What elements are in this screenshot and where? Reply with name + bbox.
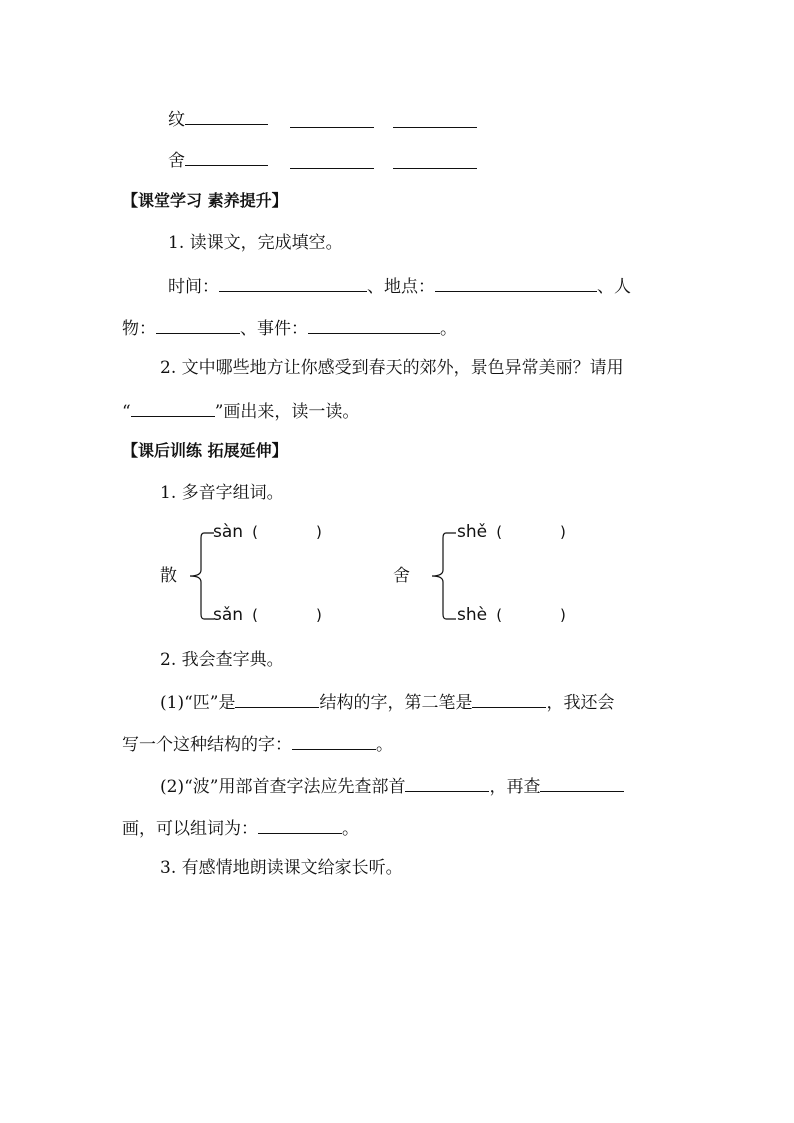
- blank-top-2b[interactable]: [290, 152, 374, 169]
- after-q2: 2. 我会查字典。: [160, 650, 284, 670]
- blank-top-2c[interactable]: [393, 152, 477, 169]
- after-q3: 3. 有感情地朗读课文给家长听。: [160, 858, 403, 878]
- classroom-q1-line1: [168, 275, 631, 297]
- after-q2a-line1: [160, 691, 614, 713]
- blank-radical[interactable]: [405, 775, 489, 792]
- poly2-paren2-open: (: [496, 606, 503, 624]
- q2a-text1: (1)“匹”是: [160, 693, 236, 713]
- blank-structure[interactable]: [235, 691, 319, 708]
- blank-second-stroke[interactable]: [472, 691, 546, 708]
- q2-close-text: ”画出来，读一读。: [214, 402, 360, 422]
- blank-event[interactable]: [308, 317, 440, 334]
- blank-top-1b[interactable]: [290, 111, 374, 128]
- after-q1: 1. 多音字组词。: [160, 483, 284, 503]
- after-q2b-line1: [160, 775, 624, 797]
- q2b-text3: 画，可以组词为：: [122, 819, 258, 839]
- poly1-reading1-row: [213, 522, 322, 542]
- after-q2b-line2: [122, 817, 359, 839]
- blank-underline-sample[interactable]: [131, 400, 215, 417]
- label-people-head: 物：: [122, 319, 156, 339]
- q2a-end: 。: [376, 735, 393, 755]
- q2b-text2: ，再查: [489, 777, 541, 797]
- poly2-reading1-row: [457, 522, 566, 542]
- q2a-text3: ，我还会: [546, 693, 615, 713]
- q2a-text2: 结构的字，第二笔是: [319, 693, 473, 713]
- blank-people[interactable]: [156, 317, 240, 334]
- poly2-paren1-open: (: [496, 523, 503, 541]
- blank-top-1a[interactable]: [185, 108, 268, 125]
- section-title-classroom: 【课堂学习 素养提升】: [122, 191, 288, 210]
- poly1-reading1: sàn: [213, 522, 244, 542]
- q2-open-quote: “: [122, 402, 131, 422]
- classroom-q1-line2: [122, 317, 457, 339]
- poly2-paren1-close: ): [560, 523, 566, 541]
- q2b-end: 。: [342, 819, 359, 839]
- q2b-text1: (2)“波”用部首查字法应先查部首: [160, 777, 406, 797]
- poly2-reading2: shè: [457, 605, 488, 625]
- label-people-tail: 、人: [597, 277, 631, 297]
- poly1-reading2: sǎn: [213, 605, 244, 625]
- poly1-paren1-close: ): [316, 523, 322, 541]
- classroom-q2-line2: [122, 400, 359, 422]
- section-title-after: 【课后训练 拓展延伸】: [122, 441, 288, 460]
- poly2-reading1: shě: [457, 522, 488, 542]
- classroom-q1: 1. 读课文，完成填空。: [168, 233, 343, 253]
- top-row-2: [168, 149, 268, 171]
- blank-stroke-count[interactable]: [540, 775, 624, 792]
- poly1-paren1-open: (: [252, 523, 259, 541]
- after-q2a-line2: [122, 733, 393, 755]
- q2a-text4: 写一个这种结构的字：: [122, 735, 292, 755]
- label-time: 时间：: [168, 277, 219, 297]
- blank-place[interactable]: [435, 275, 597, 292]
- label-end: 。: [440, 319, 457, 339]
- blank-time[interactable]: [219, 275, 367, 292]
- poly1-reading2-row: [213, 605, 322, 625]
- poly1-paren2-close: ): [316, 606, 322, 624]
- blank-top-1c[interactable]: [393, 111, 477, 128]
- blank-word[interactable]: [258, 817, 342, 834]
- top-row-1: [168, 108, 268, 130]
- blank-top-2a[interactable]: [185, 149, 268, 166]
- poly2-brace: [428, 530, 458, 622]
- top-row-2-char: 舍: [168, 151, 185, 171]
- poly1-paren2-open: (: [252, 606, 259, 624]
- poly2-reading2-row: [457, 605, 566, 625]
- label-place: 、地点：: [367, 277, 435, 297]
- poly1-brace: [186, 530, 216, 622]
- poly2-char: 舍: [393, 566, 410, 586]
- label-event: 、事件：: [240, 319, 308, 339]
- poly2-paren2-close: ): [560, 606, 566, 624]
- top-row-1-char: 纹: [168, 110, 185, 130]
- poly1-char: 散: [160, 566, 177, 586]
- classroom-q2-line1: 2. 文中哪些地方让你感受到春天的郊外，景色异常美丽？请用: [160, 358, 624, 378]
- blank-same-structure-char[interactable]: [292, 733, 376, 750]
